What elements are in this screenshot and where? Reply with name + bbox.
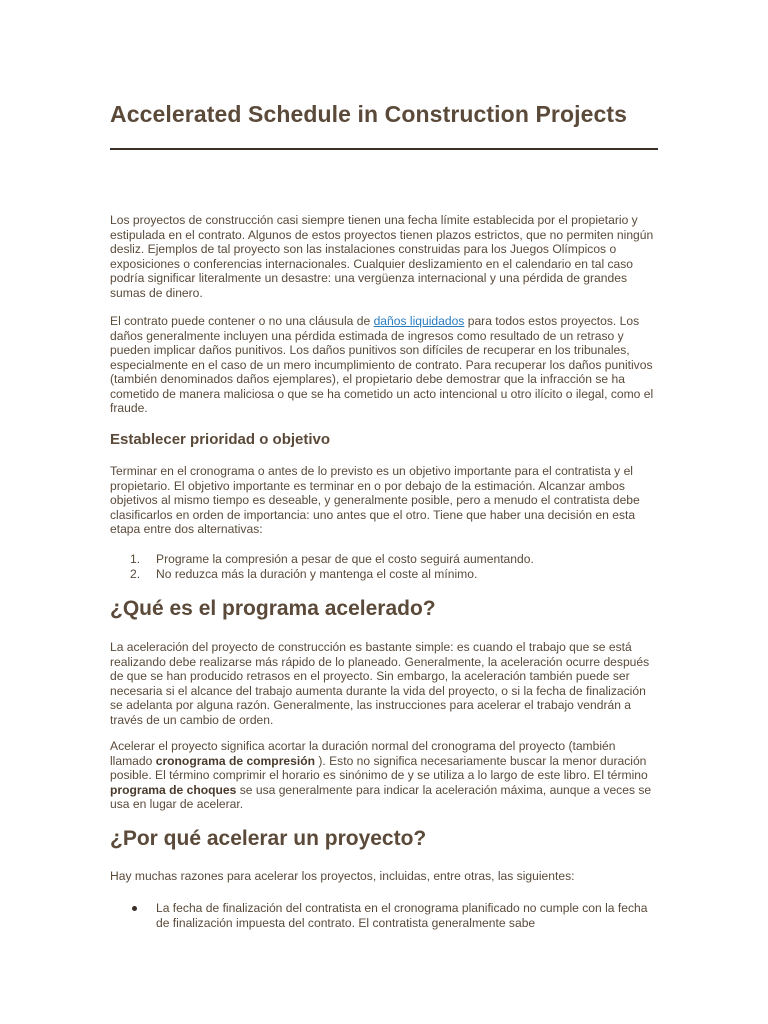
why-heading: ¿Por qué acelerar un proyecto? [110, 827, 427, 850]
reasons-paragraph: Hay muchas razones para acelerar los proyectos, incluidas, entre otras, las siguientes: [110, 869, 575, 883]
intro-paragraph: Los proyectos de construcción casi siempre tienen una fecha límite establecida por el propietario y estipulada en el contrato. Algunos de estos proyectos tienen plazos estrictos, que no permiten ningún desliz. Ejemplos de tal proyecto son las instalaciones construidas para los Juegos Olímpicos o exposiciones o conferencias internacionales. Cualquier deslizamiento en el calendario en tal caso podría significar literalmente un desastre: una vergüenza internacional y una pérdida de grandes sumas de dinero. [110, 213, 654, 300]
compression-text-a: Acelerar el proyecto significa acortar la duración normal del cronograma del proyecto (también llamado [110, 739, 616, 768]
damages-paragraph [110, 314, 658, 416]
acceleration-paragraph: La aceleración del proyecto de construcción es bastante simple: es cuando el trabajo que se está realizando debe realizarse más rápido de lo planeado. Generalmente, la aceleración ocurre después de que se han producido retrasos en el proyecto. Sin embargo, la aceleración también puede ser necesaria si el alcance del trabajo aumenta durante la vida del proyecto, o si la fecha de finalización se adelanta por alguna razón. Generalmente, las instrucciones para acelerar el trabajo vendrán a través de un cambio de orden. [110, 640, 650, 727]
what-is-heading: ¿Qué es el programa acelerado? [110, 597, 436, 620]
compression-term: cronograma de compresión [155, 753, 315, 768]
damages-text-end: para todos estos proyectos. Los daños generalmente incluyen una pérdida estimada de ingresos como resultado de un retraso y pueden implicar daños punitivos. Los daños punitivos son difíciles de recuperar en los tribunales, especialmente en el caso de un mero incumplimiento de contrato. Para recuperar los daños punitivos (también denominados daños ejemplares), el propietario debe demostrar que la infracción se ha cometido de manera maliciosa o que se ha cometido un acto intencional u otro ilícito o ilegal, como el fraude. [110, 314, 654, 415]
liquidated-damages-link[interactable]: daños liquidados [373, 314, 465, 328]
damages-text-start: El contrato puede contener o no una cláusula de [110, 314, 374, 328]
list-marker: 2. [130, 567, 141, 581]
bullet-icon [132, 906, 137, 911]
priority-paragraph: Terminar en el cronograma o antes de lo previsto es un objetivo importante para el contratista y el propietario. El objetivo importante es terminar en o por debajo de la estimación. Alcanzar ambos objetivos al mismo tiempo es deseable, y generalmente posible, pero a menudo el contratista debe clasificarlos en orden de importancia: uno antes que el otro. Tiene que haber una decisión en esta etapa entre dos alternativas: [110, 464, 640, 536]
list-marker: 1. [130, 552, 141, 566]
list-item-text: Programe la compresión a pesar de que el costo seguirá aumentando. [156, 552, 534, 566]
page-title: Accelerated Schedule in Construction Projects [110, 101, 628, 127]
compression-text-e: se usa generalmente para indicar la aceleración máxima, aunque a veces se usa en lugar de acelerar. [110, 782, 652, 811]
priority-heading: Establecer prioridad o objetivo [110, 431, 331, 448]
bullet-item-text: La fecha de finalización del contratista en el cronograma planificado no cumple con la fecha de finalización impuesta del contrato. El contratista generalmente sabe [156, 901, 648, 930]
compression-text-c: ). Esto no significa necesariamente buscar la menor duración posible. El término comprimir el horario es sinónimo de y se utiliza a lo largo de este libro. El término [110, 753, 648, 782]
list-item-text: No reduzca más la duración y mantenga el coste al mínimo. [156, 567, 478, 581]
title-divider [110, 148, 658, 150]
crash-term: programa de choques [110, 782, 237, 797]
compression-paragraph [110, 739, 658, 812]
